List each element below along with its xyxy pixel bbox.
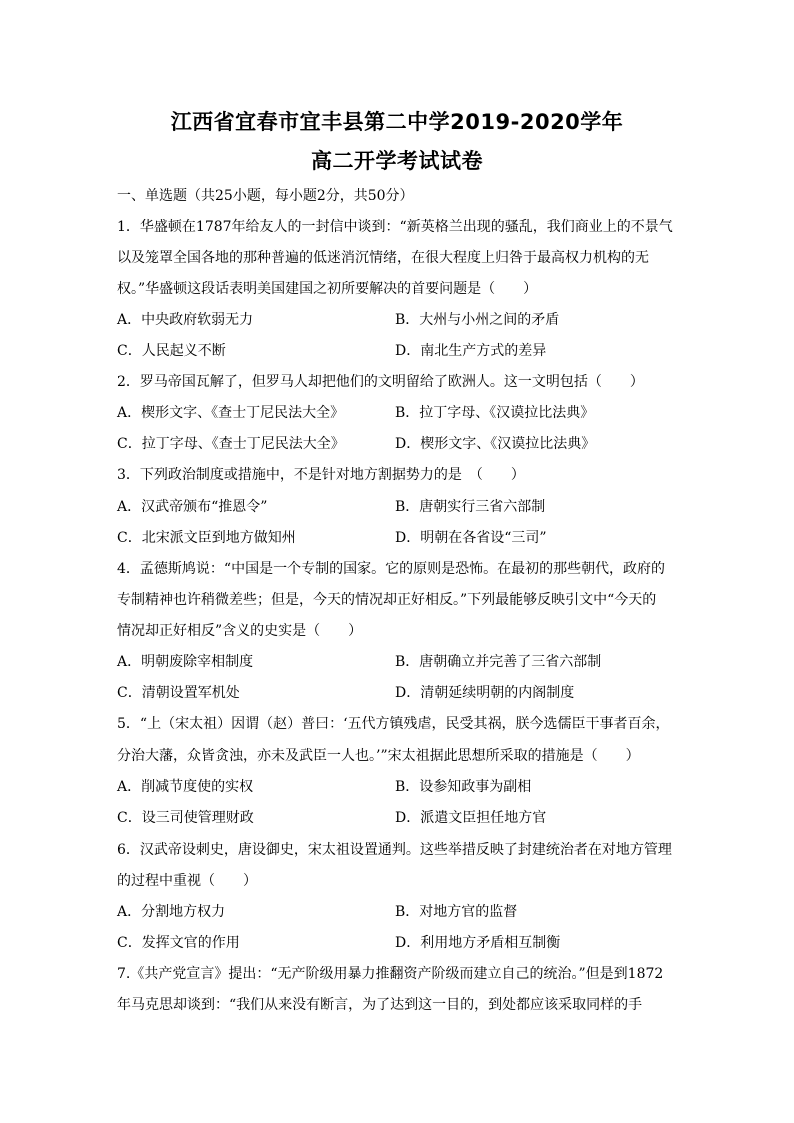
question-3-option-b: B．唐朝实行三省六部制	[395, 499, 546, 515]
question-3-option-a: A．汉武帝颁布“推恩令”	[117, 499, 268, 515]
question-6-option-d: D．利用地方矛盾相互制衡	[395, 935, 561, 951]
question-7-line-1: 7.《共产党宣言》提出：“无产阶级用暴力推翻资产阶级而建立自己的统治。”但是到1872	[117, 966, 664, 982]
question-1-option-c: C．人民起义不断	[117, 343, 226, 359]
question-5-line-1: 5．“上（宋太祖）因谓（赵）普曰：‘五代方镇残虐，民受其祸，朕今选儒臣干事者百余，	[117, 716, 670, 732]
question-4-option-c: C．清朝设置军机处	[117, 685, 240, 701]
question-5-line-2: 分治大藩，众皆贪浊，亦未及武臣一人也。’”宋太祖据此思想所采取的措施是（ ）	[117, 748, 640, 764]
section-heading: 一、单选题（共25小题，每小题2分，共50分）	[117, 188, 414, 204]
question-7-line-2: 年马克思却谈到：“我们从来没有断言，为了达到这一目的，到处都应该采取同样的手	[117, 997, 643, 1013]
question-2-option-b: B．拉丁字母、《汉谟拉比法典》	[395, 405, 595, 421]
question-6-line-2: 的过程中重视（ ）	[117, 873, 257, 889]
question-3-line-1: 3．下列政治制度或措施中，不是针对地方割据势力的是 （ ）	[117, 467, 525, 483]
question-5-option-d: D．派遣文臣担任地方官	[395, 810, 547, 826]
question-4-option-b: B．唐朝确立并完善了三省六部制	[395, 654, 602, 670]
question-2-option-c: C．拉丁字母、《查士丁尼民法大全》	[117, 436, 345, 452]
question-2-option-d: D．楔形文字、《汉谟拉比法典》	[395, 436, 596, 452]
question-4-line-3: 情况却正好相反”含义的史实是（ ）	[117, 623, 363, 639]
question-1-option-a: A．中央政府软弱无力	[117, 312, 254, 328]
question-6-option-c: C．发挥文官的作用	[117, 935, 240, 951]
question-3-option-d: D．明朝在各省设“三司”	[395, 530, 547, 546]
question-4-option-d: D．清朝延续明朝的内阁制度	[395, 685, 575, 701]
exam-title-line2: 高二开学考试试卷	[311, 149, 483, 173]
question-3-option-c: C．北宋派文臣到地方做知州	[117, 530, 296, 546]
question-4-option-a: A．明朝废除宰相制度	[117, 654, 254, 670]
question-5-option-c: C．设三司使管理财政	[117, 810, 254, 826]
question-5-option-a: A．削减节度使的实权	[117, 779, 254, 795]
question-1-line-1: 1．华盛顿在1787年给友人的一封信中谈到：“新英格兰出现的骚乱，我们商业上的不景气	[117, 219, 673, 235]
question-1-line-3: 权。”华盛顿这段话表明美国建国之初所要解决的首要问题是（ ）	[117, 281, 538, 297]
exam-title-line1: 江西省宜春市宜丰县第二中学2019-2020学年	[170, 110, 624, 134]
question-6-option-b: B．对地方官的监督	[395, 904, 518, 920]
question-1-option-b: B．大州与小州之间的矛盾	[395, 312, 560, 328]
question-6-line-1: 6．汉武帝设刺史，唐设御史，宋太祖设置通判。这些举措反映了封建统治者在对地方管理	[117, 842, 672, 858]
question-1-line-2: 以及笼罩全国各地的那种普遍的低迷消沉情绪，在很大程度上归咎于最高权力机构的无	[117, 250, 649, 266]
question-4-line-1: 4．孟德斯鸠说：“中国是一个专制的国家。它的原则是恐怖。在最初的那些朝代，政府的	[117, 561, 666, 577]
question-5-option-b: B．设参知政事为副相	[395, 779, 532, 795]
question-6-option-a: A．分割地方权力	[117, 904, 226, 920]
question-2-option-a: A．楔形文字、《查士丁尼民法大全》	[117, 405, 345, 421]
question-4-line-2: 专制精神也许稍微差些；但是，今天的情况却正好相反。”下列最能够反映引文中“今天的	[117, 592, 657, 608]
question-2-line-1: 2．罗马帝国瓦解了，但罗马人却把他们的文明留给了欧洲人。这一文明包括（ ）	[117, 374, 644, 390]
question-1-option-d: D．南北生产方式的差异	[395, 343, 547, 359]
